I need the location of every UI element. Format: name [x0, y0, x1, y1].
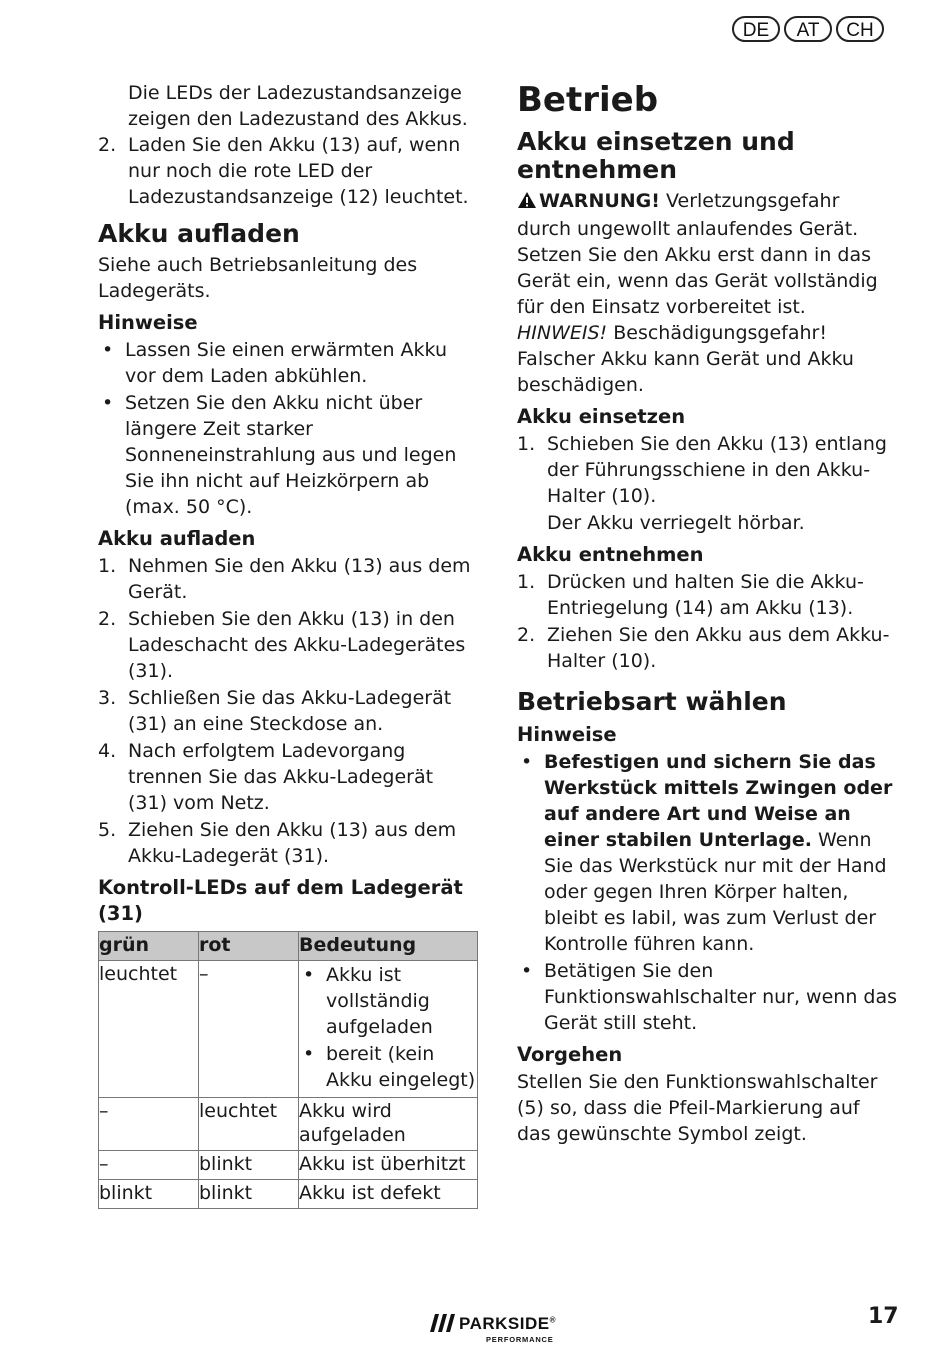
cell-meaning	[299, 961, 478, 1098]
warning-triangle-icon	[517, 190, 539, 216]
step-text: Ziehen Sie den Akku aus dem Akku-Halter (10).	[547, 624, 890, 672]
step-number: 1.	[517, 571, 536, 593]
bullet-icon: •	[521, 960, 533, 982]
mode-note-item	[517, 958, 897, 1036]
table-row	[99, 1151, 478, 1180]
meaning-text: Akku ist vollständig aufgeladen	[326, 964, 433, 1038]
notes-list	[98, 337, 478, 520]
step-text: Laden Sie den Akku (13) auf, wenn nur noch die rote LED der Ladezustandsanzeige (12) leuchtet.	[128, 134, 469, 208]
mode-note-text: Wenn Sie das Werkstück nur mit der Hand oder gegen Ihren Körper halten, bleibt es labil, was zum Verlust der Kontrolle führen kann.	[544, 829, 887, 955]
note-item	[98, 390, 478, 520]
notice-label: HINWEIS!	[517, 322, 608, 344]
insert-result: Der Akku verriegelt hörbar.	[547, 512, 805, 534]
mode-notes-list	[517, 749, 897, 1036]
insert-heading: Akku einsetzen	[517, 405, 686, 428]
step-number: 2.	[98, 134, 117, 156]
brand-subline: PERFORMANCE	[486, 1335, 554, 1344]
brand-text: PARKSIDE	[459, 1314, 550, 1333]
country-badge-ch: CH	[836, 16, 884, 42]
charge-step	[98, 817, 478, 869]
table-row	[99, 1098, 478, 1151]
heading-betriebsart: Betriebsart wählen	[517, 687, 787, 716]
step-number: 4.	[98, 740, 117, 762]
step-text: Schließen Sie das Akku-Ladegerät (31) an eine Steckdose an.	[128, 687, 452, 735]
cell-gruen: blinkt	[99, 1180, 199, 1209]
parkside-logo	[430, 1312, 580, 1348]
cell-meaning: Akku wird aufgeladen	[299, 1098, 478, 1151]
procedure-text: Stellen Sie den Funktionswahlschalter (5) so, dass die Pfeil-Markierung auf das gewünschte Symbol zeigt.	[517, 1071, 878, 1145]
step-number: 3.	[98, 687, 117, 709]
table-header-row	[99, 932, 478, 961]
step-number: 1.	[517, 433, 536, 455]
step-text: Nach erfolgtem Ladevorgang trennen Sie das Akku-Ladegerät (31) vom Netz.	[128, 740, 434, 814]
note-text: Setzen Sie den Akku nicht über längere Zeit starker Sonneneinstrahlung aus und legen Sie ihn nicht auf Heizkörpern ab (max. 50 °C).	[125, 392, 457, 518]
step-number: 2.	[517, 624, 536, 646]
remove-step	[517, 569, 897, 621]
led-status-table	[98, 931, 478, 1209]
column-header-bedeutung: Bedeutung	[299, 932, 478, 961]
intro-step-2	[98, 132, 478, 210]
cell-gruen: –	[99, 1098, 199, 1151]
cell-rot: blinkt	[199, 1180, 299, 1209]
step-number: 1.	[98, 555, 117, 577]
cell-rot: leuchtet	[199, 1098, 299, 1151]
note-item	[98, 337, 478, 389]
table-row	[99, 1180, 478, 1209]
leds-heading: Kontroll-LEDs auf dem Ladegerät (31)	[98, 876, 463, 925]
charge-step	[98, 738, 478, 816]
intro-continuation: Die LEDs der Ladezustandsanzeige zeigen den Ladezustand des Akkus.	[128, 82, 468, 130]
meaning-item	[299, 1041, 477, 1093]
remove-step	[517, 622, 897, 674]
country-badges	[732, 16, 884, 42]
intro-steps	[98, 132, 478, 210]
table-row	[99, 961, 478, 1098]
meaning-list	[299, 962, 477, 1093]
step-number: 5.	[98, 819, 117, 841]
heading-akku-aufladen: Akku aufladen	[98, 219, 300, 248]
logo-stripes-icon	[430, 1314, 456, 1332]
bullet-icon: •	[521, 751, 533, 773]
page-number: 17	[868, 1304, 899, 1329]
notice-paragraph	[517, 320, 897, 398]
bullet-icon: •	[303, 1043, 315, 1065]
insert-steps	[517, 431, 897, 509]
mode-notes-heading: Hinweise	[517, 723, 617, 746]
cell-meaning: Akku ist defekt	[299, 1180, 478, 1209]
step-text: Schieben Sie den Akku (13) entlang der Führungsschiene in den Akku-Halter (10).	[547, 433, 887, 507]
warning-text: Verletzungsgefahr durch ungewollt anlaufendes Gerät. Setzen Sie den Akku erst dann in das Gerät ein, wenn das Gerät vollständig für den Einsatz vorbereitet ist.	[517, 190, 878, 318]
bullet-icon: •	[303, 964, 315, 986]
cell-meaning: Akku ist überhitzt	[299, 1151, 478, 1180]
meaning-text: bereit (kein Akku eingelegt)	[326, 1043, 476, 1091]
charge-steps	[98, 553, 478, 869]
mode-note-text: Betätigen Sie den Funktionswahlschalter nur, wenn das Gerät still steht.	[544, 960, 898, 1034]
charge-step	[98, 606, 478, 684]
section-title-betrieb: Betrieb	[517, 80, 659, 120]
notes-heading: Hinweise	[98, 311, 198, 334]
column-header-gruen: grün	[99, 932, 199, 961]
mode-note-item	[517, 749, 897, 957]
cell-gruen: –	[99, 1151, 199, 1180]
step-text: Nehmen Sie den Akku (13) aus dem Gerät.	[128, 555, 471, 603]
insert-step	[517, 431, 897, 509]
step-text: Drücken und halten Sie die Akku-Entriegelung (14) am Akku (13).	[547, 571, 864, 619]
meaning-item	[299, 962, 477, 1040]
charge-intro: Siehe auch Betriebsanleitung des Ladegeräts.	[98, 254, 418, 302]
registered-mark: ®	[549, 1315, 556, 1325]
steps-heading: Akku aufladen	[98, 527, 256, 550]
note-text: Lassen Sie einen erwärmten Akku vor dem Laden abkühlen.	[125, 339, 447, 387]
remove-heading: Akku entnehmen	[517, 543, 704, 566]
bullet-icon: •	[102, 392, 114, 414]
procedure-heading: Vorgehen	[517, 1043, 623, 1066]
cell-rot: blinkt	[199, 1151, 299, 1180]
warning-label: WARNUNG!	[539, 190, 660, 212]
heading-insert-remove: Akku einsetzen und entnehmen	[517, 127, 795, 184]
left-column	[98, 80, 478, 1209]
step-text: Schieben Sie den Akku (13) in den Ladeschacht des Akku-Ladegerätes (31).	[128, 608, 466, 682]
charge-step	[98, 685, 478, 737]
column-header-rot: rot	[199, 932, 299, 961]
warning-paragraph	[517, 188, 897, 320]
step-number: 2.	[98, 608, 117, 630]
remove-steps	[517, 569, 897, 674]
brand-name	[459, 1314, 556, 1334]
mode-note-bold: Befestigen und sichern Sie das Werkstück mittels Zwingen oder auf andere Art und Weise an einer stabilen Unterlage.	[544, 751, 893, 851]
step-text: Ziehen Sie den Akku (13) aus dem Akku-Ladegerät (31).	[128, 819, 457, 867]
notice-text: Beschädigungsgefahr! Falscher Akku kann Gerät und Akku beschädigen.	[517, 322, 854, 396]
country-badge-at: AT	[784, 16, 832, 42]
cell-gruen: leuchtet	[99, 961, 199, 1098]
cell-rot: –	[199, 961, 299, 1098]
charge-step	[98, 553, 478, 605]
country-badge-de: DE	[732, 16, 780, 42]
right-column	[517, 80, 897, 1147]
bullet-icon: •	[102, 339, 114, 361]
